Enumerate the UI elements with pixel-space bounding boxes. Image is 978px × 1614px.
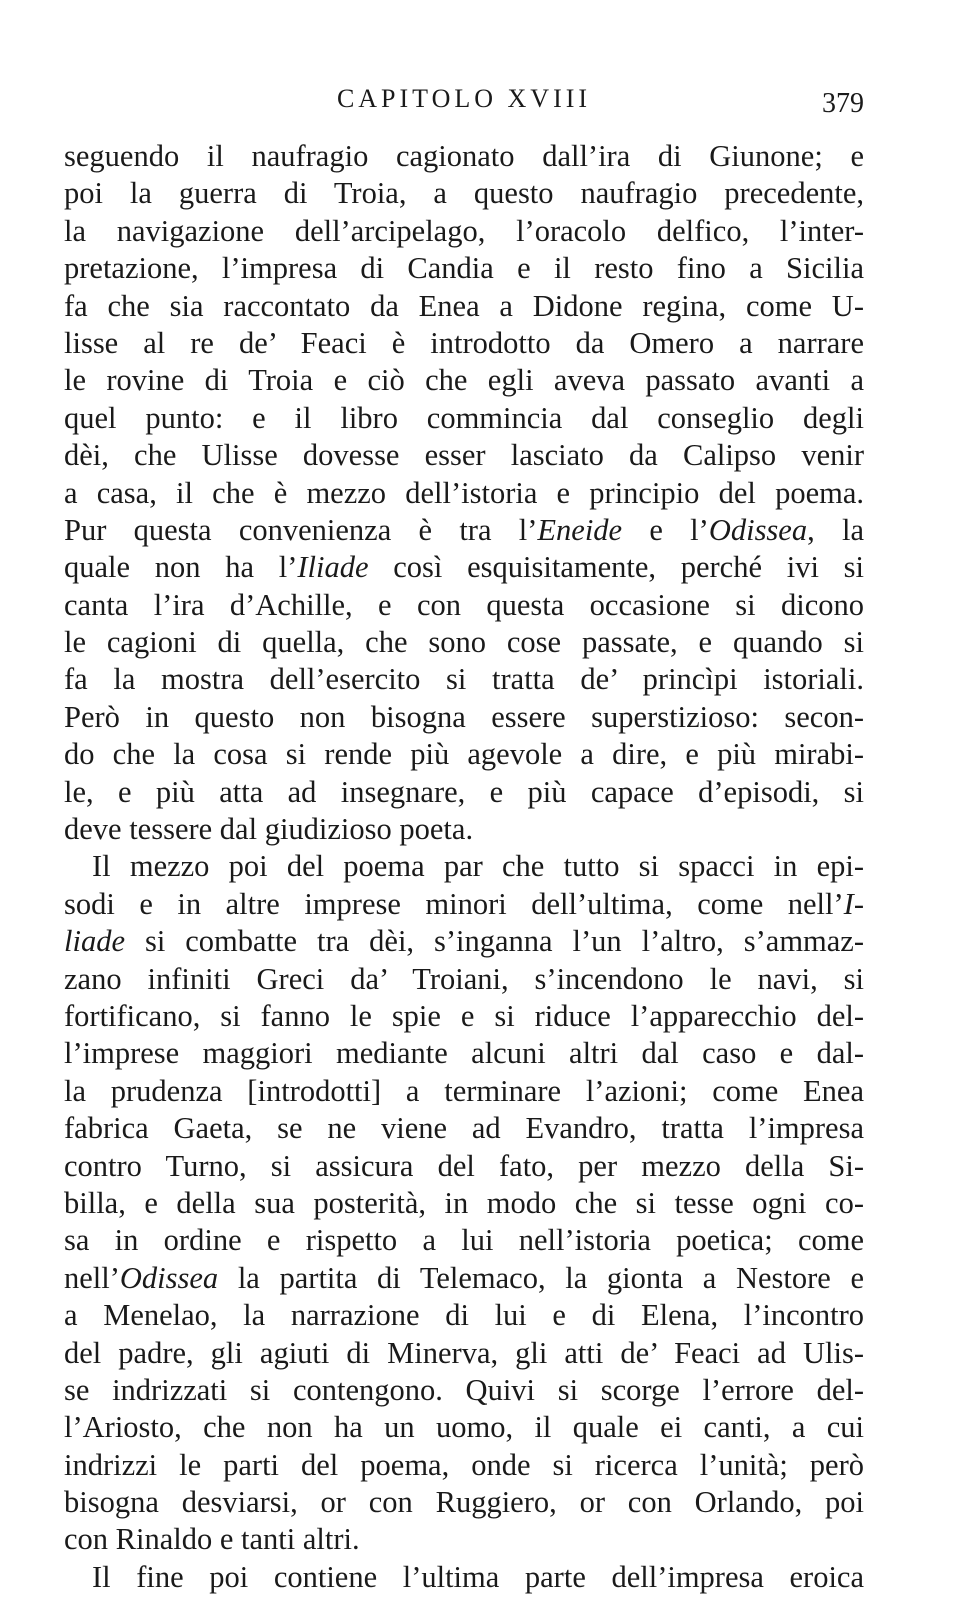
text-segment: nell’ <box>64 1260 120 1295</box>
text-segment: se indrizzati si contengono. Quivi si scorge l’errore del- <box>64 1372 864 1407</box>
text-segment: poi la guerra di Troia, a questo naufragio precedente, <box>64 176 864 211</box>
italic-title: Eneide <box>537 512 623 547</box>
text-line <box>64 138 864 175</box>
text-segment: bisogna desviarsi, or con Ruggiero, or con Orlando, poi <box>64 1485 864 1520</box>
body-text <box>64 138 864 1596</box>
text-line <box>64 736 864 773</box>
text-segment: , la <box>807 512 865 547</box>
text-segment: indrizzi le parti del poema, onde si ricerca l’unità; però <box>64 1447 864 1482</box>
text-line <box>64 1222 864 1259</box>
text-segment: Il mezzo poi del poema par che tutto si spacci in epi- <box>92 849 864 884</box>
text-segment: canta l’ira d’Achille, e con questa occasione si dicono <box>64 587 864 622</box>
text-segment: sa in ordine e rispetto a lui nell’istoria poetica; come <box>64 1223 864 1258</box>
text-segment: a casa, il che è mezzo dell’istoria e principio del poema. <box>64 475 864 510</box>
text-segment: la prudenza [introdotti] a terminare l’azioni; come Enea <box>64 1073 864 1108</box>
text-segment: contro Turno, si assicura del fato, per mezzo della Si- <box>64 1148 864 1183</box>
text-line <box>64 1484 864 1521</box>
text-segment: billa, e della sua posterità, in modo che si tesse ogni co- <box>64 1185 864 1220</box>
text-segment: si combatte tra dèi, s’inganna l’un l’altro, s’ammaz- <box>125 924 864 959</box>
text-segment: lisse al re de’ Feaci è introdotto da Omero a narrare <box>64 325 864 360</box>
text-line <box>64 325 864 362</box>
text-line <box>64 998 864 1035</box>
text-line <box>64 175 864 212</box>
text-line <box>64 848 864 885</box>
text-line <box>64 437 864 474</box>
text-line <box>64 1110 864 1147</box>
text-line <box>64 1260 864 1297</box>
text-segment: la partita di Telemaco, la gionta a Nestore e <box>218 1260 864 1295</box>
running-head <box>64 84 864 124</box>
text-line <box>64 512 864 549</box>
text-line <box>64 1297 864 1334</box>
text-segment: quel punto: e il libro commincia dal conseglio degli <box>64 400 864 435</box>
text-segment: quale non ha l’ <box>64 550 298 585</box>
text-segment: a Menelao, la narrazione di lui e di Elena, l’incontro <box>64 1298 864 1333</box>
text-line <box>64 923 864 960</box>
text-line <box>64 1372 864 1409</box>
text-line <box>64 961 864 998</box>
text-segment: dèi, che Ulisse dovesse esser lasciato da Calipso venir <box>64 438 864 473</box>
text-line <box>64 1035 864 1072</box>
text-segment: e l’ <box>622 512 709 547</box>
italic-title: Odissea <box>119 1260 219 1295</box>
text-line <box>64 587 864 624</box>
text-line <box>64 1559 864 1596</box>
text-segment: Pur questa convenienza è tra l’ <box>64 512 538 547</box>
text-segment: fa che sia raccontato da Enea a Didone regina, come U- <box>64 288 864 323</box>
text-segment: zano infiniti Greci da’ Troiani, s’incendono le navi, si <box>64 961 864 996</box>
text-segment: pretazione, l’impresa di Candia e il resto fino a Sicilia <box>64 251 864 286</box>
text-line <box>64 1409 864 1446</box>
text-segment: del padre, gli agiuti di Minerva, gli atti de’ Feaci ad Ulis- <box>64 1335 864 1370</box>
text-line <box>64 1148 864 1185</box>
text-segment: do che la cosa si rende più agevole a dire, e più mirabi- <box>64 737 864 772</box>
text-line <box>64 213 864 250</box>
italic-title: liade <box>64 924 125 959</box>
text-line <box>64 549 864 586</box>
text-line <box>64 400 864 437</box>
text-line <box>64 886 864 923</box>
text-line <box>64 1447 864 1484</box>
text-line <box>64 811 864 848</box>
text-line <box>64 1521 864 1558</box>
page-number: 379 <box>822 88 864 119</box>
text-line <box>64 699 864 736</box>
text-segment: le rovine di Troia e ciò che egli aveva passato avanti a <box>64 363 864 398</box>
text-line <box>64 1073 864 1110</box>
text-segment: Il fine poi contiene l’ultima parte dell’impresa eroica <box>92 1559 864 1594</box>
italic-title: Iliade <box>297 550 369 585</box>
text-segment: con Rinaldo e tanti altri. <box>64 1522 360 1557</box>
text-segment: le, e più atta ad insegnare, e più capace d’episodi, si <box>64 774 864 809</box>
text-segment: fabrica Gaeta, se ne viene ad Evandro, tratta l’impresa <box>64 1111 864 1146</box>
text-segment: fa la mostra dell’esercito si tratta de’ princìpi istoriali. <box>64 662 864 697</box>
text-segment: così esquisitamente, perché ivi si <box>368 550 864 585</box>
text-line <box>64 288 864 325</box>
text-line <box>64 475 864 512</box>
chapter-title: CAPITOLO XVIII <box>336 84 592 113</box>
text-line <box>64 362 864 399</box>
text-line <box>64 250 864 287</box>
text-segment: deve tessere dal giudizioso poeta. <box>64 812 474 847</box>
text-line <box>64 1185 864 1222</box>
text-segment: Però in questo non bisogna essere superstizioso: secon- <box>64 699 864 734</box>
text-segment: l’imprese maggiori mediante alcuni altri dal caso e dal- <box>64 1036 864 1071</box>
italic-title: Odissea <box>708 512 808 547</box>
italic-title: I- <box>843 886 864 921</box>
text-segment: la navigazione dell’arcipelago, l’oracolo delfico, l’inter- <box>64 213 864 248</box>
text-line <box>64 624 864 661</box>
text-segment: fortificano, si fanno le spie e si riduce l’apparecchio del- <box>64 998 864 1033</box>
text-line <box>64 774 864 811</box>
text-segment: seguendo il naufragio cagionato dall’ira di Giunone; e <box>64 139 864 173</box>
text-line <box>64 661 864 698</box>
text-line <box>64 1335 864 1372</box>
text-segment: le cagioni di quella, che sono cose passate, e quando si <box>64 625 864 660</box>
text-segment: l’Ariosto, che non ha un uomo, il quale ei canti, a cui <box>64 1410 864 1445</box>
text-segment: sodi e in altre imprese minori dell’ultima, come nell’ <box>64 886 844 921</box>
